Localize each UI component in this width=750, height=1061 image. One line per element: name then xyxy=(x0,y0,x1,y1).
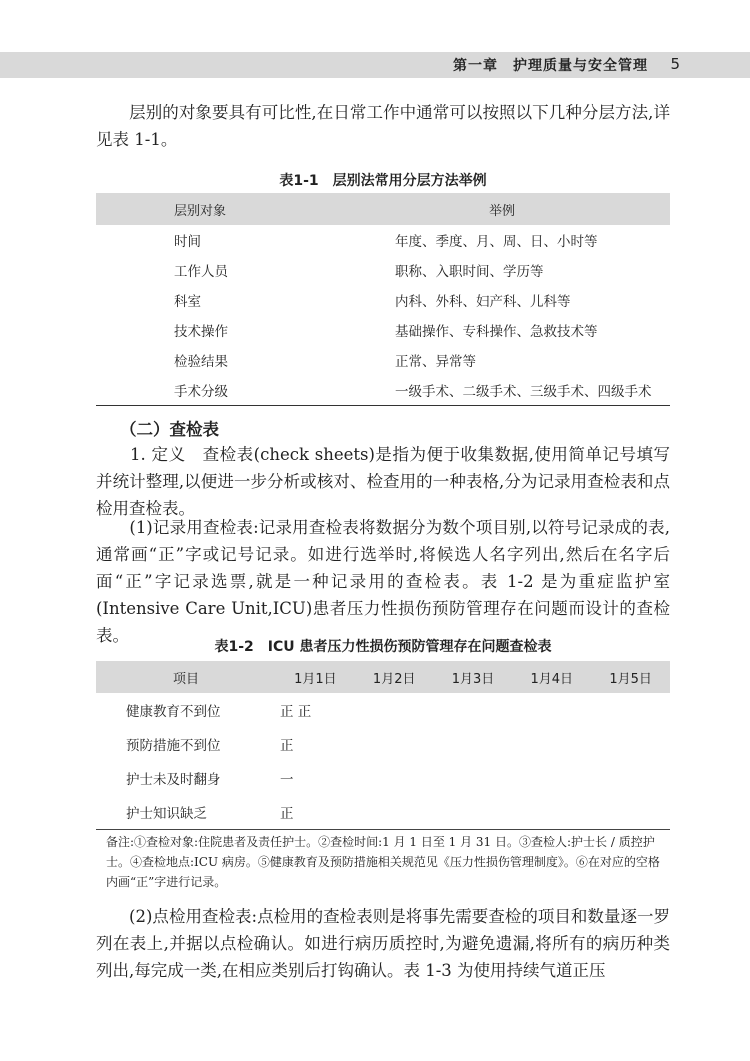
table2-header: 1月5日 xyxy=(591,661,670,693)
table1-header-object: 层别对象 xyxy=(96,193,389,225)
table-row xyxy=(96,225,670,255)
table-row xyxy=(96,761,670,795)
table-cell xyxy=(512,795,591,830)
table-cell: 预防措施不到位 xyxy=(126,738,221,754)
table-row xyxy=(96,693,670,727)
table2 xyxy=(96,661,670,830)
table-cell: 内科、外科、妇产科、儿科等 xyxy=(395,294,571,310)
table-cell xyxy=(434,693,513,727)
table-cell: 基础操作、专科操作、急救技术等 xyxy=(395,324,598,340)
table2-header: 1月4日 xyxy=(512,661,591,693)
table-cell: 职称、入职时间、学历等 xyxy=(395,264,544,280)
page-number: 5 xyxy=(670,55,680,73)
table-cell: 健康教育不到位 xyxy=(126,704,221,720)
intro-paragraph: 层别的对象要具有可比性,在日常工作中通常可以按照以下几种分层方法,详见表 1-1。 xyxy=(96,103,670,149)
table-cell xyxy=(512,693,591,727)
table-row xyxy=(96,345,670,375)
table-cell: 正 正 xyxy=(280,704,312,720)
table-row xyxy=(96,315,670,345)
table-row xyxy=(96,795,670,830)
table-cell xyxy=(355,795,434,830)
table-cell: 正 xyxy=(280,806,294,822)
table1 xyxy=(96,193,670,406)
table-cell: 检验结果 xyxy=(174,354,228,370)
table-header-row xyxy=(96,193,670,225)
table-cell: 技术操作 xyxy=(174,324,228,340)
table-cell: 工作人员 xyxy=(174,264,228,280)
table-cell xyxy=(512,761,591,795)
record-checksheet-paragraph: (1)记录用查检表:记录用查检表将数据分为数个项目别,以符号记录成的表,通常画“正”字或记号记录。如进行选举时,将候选人名字列出,然后在名字后面“正”字记录选票,就是一种记录用的查检表。表 1-2 是为重症监护室(Intensive Care Unit,ICU)患者压力性损伤预防管理存在问题而设计的查检表。 xyxy=(96,518,670,645)
table-cell: 一级手术、二级手术、三级手术、四级手术 xyxy=(395,384,652,400)
table-row xyxy=(96,727,670,761)
table-cell xyxy=(591,727,670,761)
table-cell xyxy=(434,727,513,761)
point-checksheet-paragraph: (2)点检用查检表:点检用的查检表则是将事先需要查检的项目和数量逐一罗列在表上,并据以点检确认。如进行病历质控时,为避免遗漏,将所有的病历种类列出,每完成一类,在相应类别后打钩确认。表 1-3 为使用持续气道正压 xyxy=(96,907,670,980)
section-title: （二）查检表 xyxy=(120,420,219,439)
table-cell xyxy=(434,795,513,830)
table-cell xyxy=(355,693,434,727)
table-cell: 科室 xyxy=(174,294,201,310)
table2-caption: 表1-2 ICU 患者压力性损伤预防管理存在问题查检表 xyxy=(214,639,552,655)
table-cell xyxy=(434,761,513,795)
table-cell xyxy=(591,761,670,795)
table-cell: 护士知识缺乏 xyxy=(126,806,207,822)
table-cell: 手术分级 xyxy=(174,384,228,400)
table1-header-example: 举例 xyxy=(389,193,670,225)
chapter-title: 第一章 护理质量与安全管理 xyxy=(453,58,648,74)
table1-caption: 表1-1 层别法常用分层方法举例 xyxy=(279,173,487,189)
table-cell xyxy=(355,761,434,795)
running-header xyxy=(0,52,750,78)
table-cell: 时间 xyxy=(174,234,201,250)
table2-header: 1月1日 xyxy=(276,661,355,693)
table-row xyxy=(96,285,670,315)
table-cell: 正 xyxy=(280,738,294,754)
table-row xyxy=(96,255,670,285)
table-note: 备注:①查检对象:住院患者及责任护士。②查检时间:1 月 1 日至 1 月 31 日。③查检人:护士长 / 质控护士。④查检地点:ICU 病房。⑤健康教育及预防措施相关规范见《压力性损伤管理制度》。⑥在对应的空格内画“正”字进行记录。 xyxy=(106,835,660,889)
table-cell: 护士未及时翻身 xyxy=(126,772,221,788)
table-row xyxy=(96,375,670,406)
table-header-row xyxy=(96,661,670,693)
table-cell xyxy=(355,727,434,761)
table2-header: 1月3日 xyxy=(434,661,513,693)
table-cell: 一 xyxy=(280,772,294,788)
table-cell: 年度、季度、月、周、日、小时等 xyxy=(395,234,598,250)
table2-header: 1月2日 xyxy=(355,661,434,693)
definition-paragraph: 1. 定义 查检表(check sheets)是指为便于收集数据,使用简单记号填写并统计整理,以便进一步分析或核对、检查用的一种表格,分为记录用查检表和点检用查检表。 xyxy=(96,445,670,518)
table-cell xyxy=(591,795,670,830)
table-cell xyxy=(591,693,670,727)
table-cell xyxy=(512,727,591,761)
table2-header: 项目 xyxy=(96,661,276,693)
table-cell: 正常、异常等 xyxy=(395,354,476,370)
